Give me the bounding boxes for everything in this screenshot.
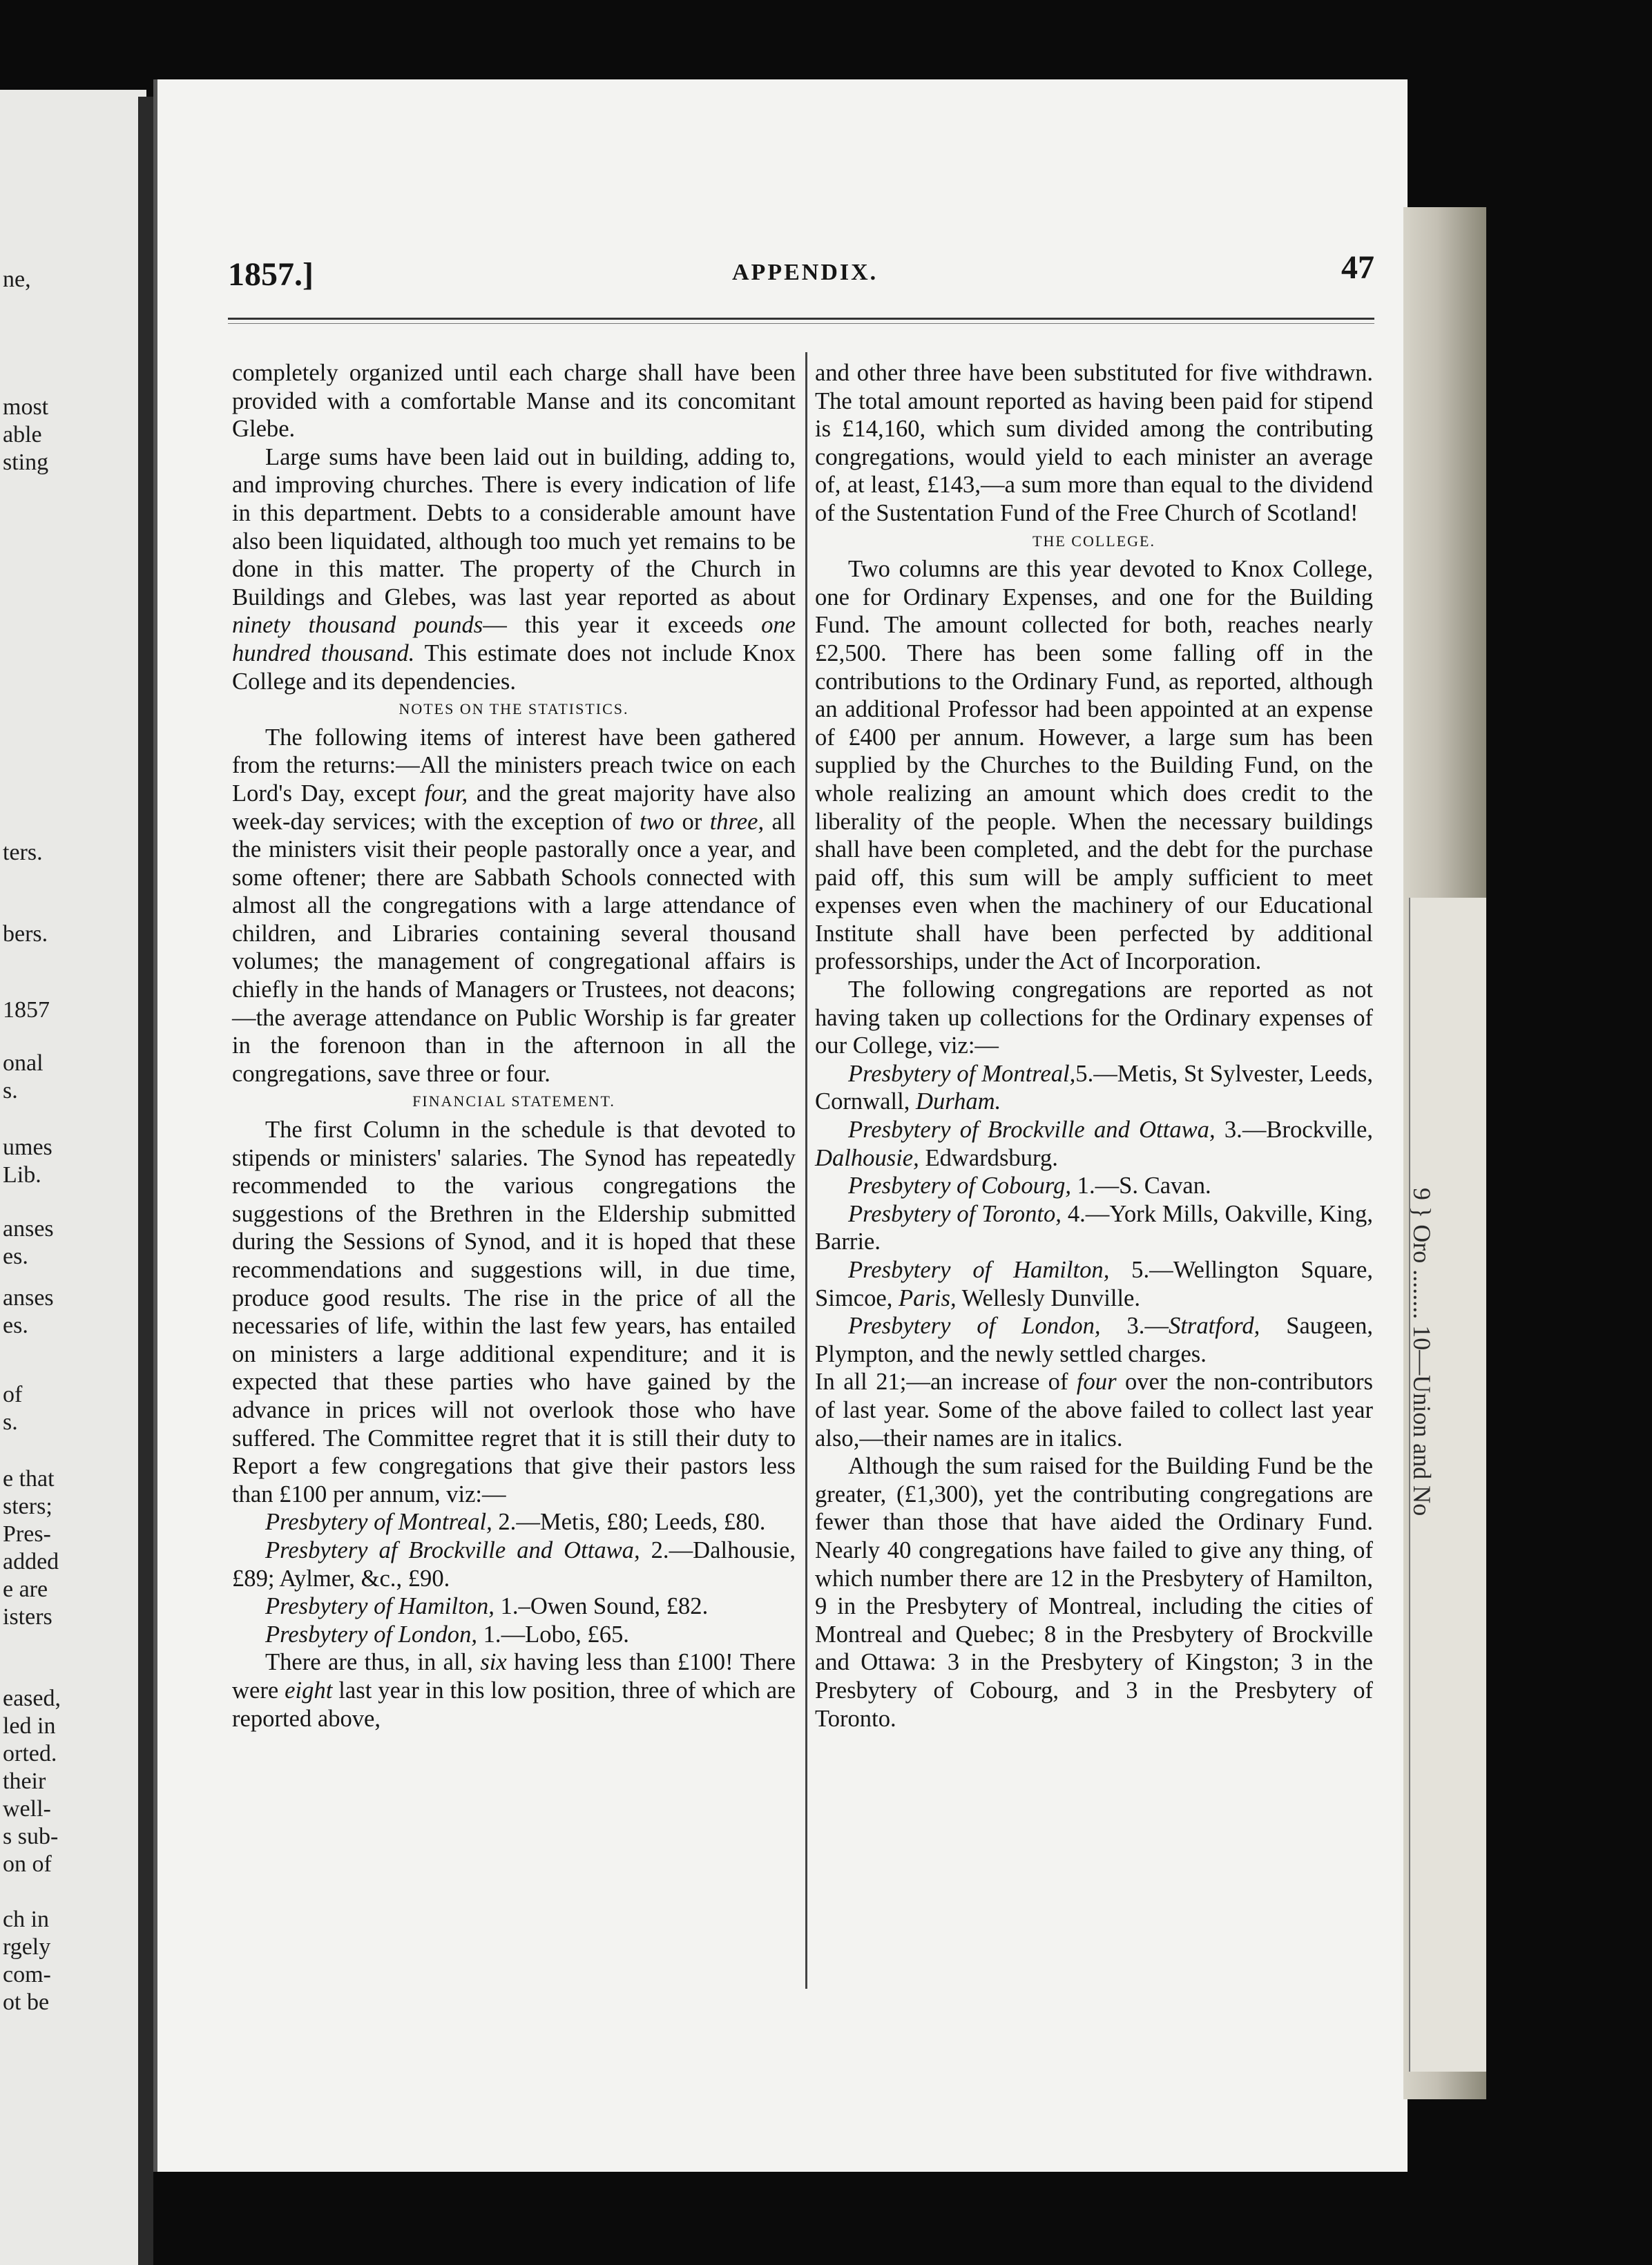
folded-insert-text: 9 } Oro ........ 10—Union and No [1408, 1188, 1436, 1516]
text-run: The following items of interest have been gathered from the returns:—All the ministers preach twice on each Lord's Day, except [232, 724, 796, 807]
facing-page-fragment: e that [3, 1466, 55, 1492]
italic-phrase: Presbytery of Hamilton, [265, 1593, 494, 1620]
text-run: 1.—S. Cavan. [1071, 1173, 1211, 1199]
italic-phrase: Presbytery of Cobourg, [848, 1173, 1072, 1199]
text-run: over the non-contributors of last year. Some of the above failed to collect last year also,—their names are in italics. [815, 1369, 1373, 1452]
text-run: 1.—Lobo, £65. [477, 1621, 629, 1648]
running-header [228, 249, 1374, 297]
text-run: There are thus, in all, [265, 1649, 481, 1676]
book-gutter [138, 97, 153, 2265]
presbytery-entry [232, 1508, 796, 1536]
presbytery-entry [815, 1172, 1373, 1200]
presbytery-entry [815, 1060, 1373, 1116]
facing-page-fragment: isters [3, 1604, 52, 1630]
italic-phrase: two [640, 808, 675, 835]
paragraph: completely organized until each charge shall have been provided with a comfortable Manse and its concomitant Glebe. [232, 360, 796, 443]
page-number: 47 [1341, 249, 1374, 286]
facing-page-fragment: s. [3, 1409, 18, 1435]
italic-phrase: Presbytery of London, [848, 1313, 1101, 1340]
text-run: 5.—Wellington Square, Simcoe, [815, 1257, 1373, 1311]
italic-phrase: one hundred thousand. [232, 612, 796, 666]
text-run: all the ministers visit their people pastorally once a year, and some oftener; there are Sabbath Schools connected with almost all the congregations with a large attendance of children, and Libraries containing several thousand volumes; the management of congregational affairs is chiefly in the hands of Managers or Trustees, not deacons;—the average attendance on Public Worship is far greater in the forenoon than in the afternoon in all the congregations, save three or four. [232, 808, 796, 1087]
facing-page-fragment: 1857 [3, 997, 50, 1023]
facing-page-fragment: on of [3, 1851, 52, 1877]
paragraph: The following congregations are reported as not having taken up collections for the Ordinary expenses of our College, viz:— [815, 976, 1373, 1059]
facing-page-fragment: es. [3, 1313, 28, 1338]
text-run: 3.— [1100, 1313, 1169, 1340]
facing-page-fragment: sting [3, 450, 49, 475]
paragraph [232, 724, 796, 1088]
italic-phrase: Presbytery of London, [265, 1621, 477, 1648]
facing-page-fragment: ot be [3, 1989, 50, 2015]
italic-phrase: Durham. [915, 1088, 1001, 1115]
facing-page-fragment: anses [3, 1285, 54, 1311]
italic-phrase: Presbytery of Toronto, [848, 1200, 1062, 1227]
paragraph: The first Column in the schedule is that devoted to stipends or ministers' salaries. The Synod has repeatedly recommended to the various congregations the suggestions of the Brethren in the Eldership submitted during the Sessions of Synod, and it is hoped that these recommendations and suggestions will, in due time, produce good results. The rise in the price of all the necessaries of life, within the last few years, has entailed on ministers a large additional expenditure; and it is expected that these parties who have gained by the advance in prices will not overlook those who have suffered. The Committee regret that it is still their duty to Report a few congregations that give their pastors less than £100 per annum, viz:— [232, 1117, 796, 1507]
facing-page-fragment: s sub- [3, 1824, 59, 1849]
text-run: 1.–Owen Sound, £82. [494, 1593, 709, 1620]
facing-page-fragment: ters. [3, 840, 43, 865]
italic-phrase: ninety thousand pounds [232, 612, 483, 639]
presbytery-entry [232, 1536, 796, 1592]
header-rule [228, 318, 1374, 320]
italic-phrase: three, [709, 808, 765, 835]
facing-page-fragment: well- [3, 1796, 51, 1822]
facing-page-fragment: eased, [3, 1686, 61, 1711]
facing-page-fragment: Lib. [3, 1162, 41, 1188]
text-run: 3.—Brockville, [1215, 1117, 1373, 1144]
italic-phrase: Presbytery of Hamilton, [848, 1257, 1110, 1283]
facing-page-fragment: their [3, 1768, 46, 1794]
header-year: 1857.] [228, 256, 314, 293]
italic-phrase: eight [285, 1677, 333, 1704]
paragraph [232, 1648, 796, 1733]
facing-page-fragment: Pres- [3, 1521, 51, 1547]
text-run: 4.—York Mills, Oakville, King, Barrie. [815, 1200, 1373, 1255]
facing-page-fragment: bers. [3, 921, 48, 947]
text-run: Wellesly Dunville. [956, 1284, 1141, 1311]
paragraph: Although the sum raised for the Building Fund be the greater, (£1,300), yet the contributing congregations are fewer than those that have aided the Ordinary Fund. Nearly 40 congregations have failed to give any thing, of which number there are 12 in the Presbytery of Hamilton, 9 in the Presbytery of Montreal, including the cities of Montreal and Quebec; 8 in the Presbytery of Brockville and Ottawa: 3 in the Presbytery of Kingston; 3 in the Presbytery of Cobourg, and 3 in the Presbytery of Toronto. [815, 1453, 1373, 1732]
italic-phrase: Presbytery of Montreal, [265, 1509, 492, 1536]
facing-page-fragment: added [3, 1549, 59, 1574]
facing-page-fragment: s. [3, 1078, 18, 1103]
paragraph [815, 1368, 1373, 1452]
facing-page-fragment: e are [3, 1577, 48, 1602]
facing-page-fragment: ne, [3, 267, 31, 292]
presbytery-entry [232, 1621, 796, 1649]
facing-page-fragment: es. [3, 1244, 28, 1269]
column-divider [805, 352, 807, 1989]
text-run: Edwardsburg. [919, 1144, 1058, 1171]
paragraph [232, 443, 796, 695]
facing-page-fragment: umes [3, 1135, 52, 1160]
text-run: Saugeen, Plympton, and the newly settled charges. [815, 1313, 1374, 1367]
italic-phrase: four [1076, 1369, 1117, 1396]
italic-phrase: Stratford, [1169, 1313, 1260, 1340]
facing-page-fragment: able [3, 422, 42, 447]
facing-page-fragment: onal [3, 1050, 44, 1076]
left-text-column [232, 359, 796, 1733]
text-run: 2.—Dalhousie, £89; Aylmer, &c., £90. [232, 1536, 796, 1592]
facing-page-fragment: of [3, 1382, 23, 1407]
text-run: 2.—Metis, £80; Leeds, £80. [492, 1509, 766, 1536]
facing-page-fragment: led in [3, 1713, 56, 1739]
text-run: Large sums have been laid out in building, adding to, and improving churches. There is every indication of life in this department. Debts to a considerable amount have also been liquidated, although too much yet remains to be done in this matter. The property of the Church in Buildings and Glebes, was last year reported as about [232, 443, 796, 610]
italic-phrase: Presbytery of Montreal, [848, 1060, 1076, 1087]
text-run: last year in this low position, three of which are reported above, [232, 1677, 796, 1732]
text-run: This estimate does not include Knox College and its dependencies. [232, 639, 796, 695]
section-heading: THE COLLEGE. [1032, 532, 1155, 550]
text-run: and the great majority have also week-day services; with the exception of [232, 780, 796, 835]
text-run: In all 21;—an increase of [815, 1369, 1077, 1396]
facing-page-fragment: sters; [3, 1494, 52, 1519]
header-title: APPENDIX. [732, 260, 878, 285]
italic-phrase: six [480, 1649, 507, 1676]
facing-page-fragment: anses [3, 1216, 54, 1242]
paragraph: and other three have been substituted for five withdrawn. The total amount reported as having been paid for stipend is £14,160, which sum divided among the contributing congregations, would yield to each minister an average of, at least, £143,—a sum more than equal to the dividend of the Sustentation Fund of the Free Church of Scotland! [815, 360, 1373, 526]
text-run: having less than £100! There were [232, 1649, 796, 1704]
presbytery-entry [815, 1312, 1373, 1368]
facing-page-fragment: rgely [3, 1934, 51, 1960]
header-rule-thin [228, 323, 1374, 324]
paragraph: Two columns are this year devoted to Knox College, one for Ordinary Expenses, and one for the Building Fund. The amount collected for both, reaches nearly £2,500. There has been some falling off in the contributions to the Ordinary Fund, as reported, although an additional Professor had been appointed at an expense of £400 per annum. However, a large sum has been supplied by the Churches to the Building Fund, on the whole realizing an amount which does credit to the liberality of the people. When the necessary buildings shall have been completed, and the debt for the purchase paid off, this sum will be amply sufficient to meet expenses even when the machinery of our Educational Institute shall have been perfected by additional professorships, under the Act of Incorporation. [815, 556, 1373, 975]
italic-phrase: Paris, [899, 1284, 957, 1311]
italic-phrase: Presbytery of Brockville and Ottawa, [848, 1117, 1216, 1144]
italic-phrase: Dalhousie, [815, 1144, 919, 1171]
italic-phrase: Presbytery af Brockville and Ottawa, [265, 1536, 640, 1563]
presbytery-entry [815, 1200, 1373, 1256]
italic-phrase: four, [424, 780, 468, 807]
section-heading: NOTES ON THE STATISTICS. [398, 700, 629, 718]
section-heading: FINANCIAL STATEMENT. [412, 1092, 615, 1110]
text-run: or [674, 808, 710, 835]
facing-page-fragment: most [3, 394, 49, 420]
facing-page-edge [0, 90, 146, 2265]
right-text-column [815, 359, 1373, 1733]
presbytery-entry [815, 1116, 1373, 1172]
text-run: 5.—Metis, St Sylvester, Leeds, Cornwall, [815, 1060, 1373, 1115]
presbytery-entry [232, 1592, 796, 1621]
facing-page-fragment: ch in [3, 1907, 50, 1932]
text-run: — this year it exceeds [483, 612, 762, 639]
facing-page-fragment: com- [3, 1962, 51, 1987]
presbytery-entry [815, 1256, 1373, 1312]
facing-page-fragment: orted. [3, 1741, 57, 1766]
